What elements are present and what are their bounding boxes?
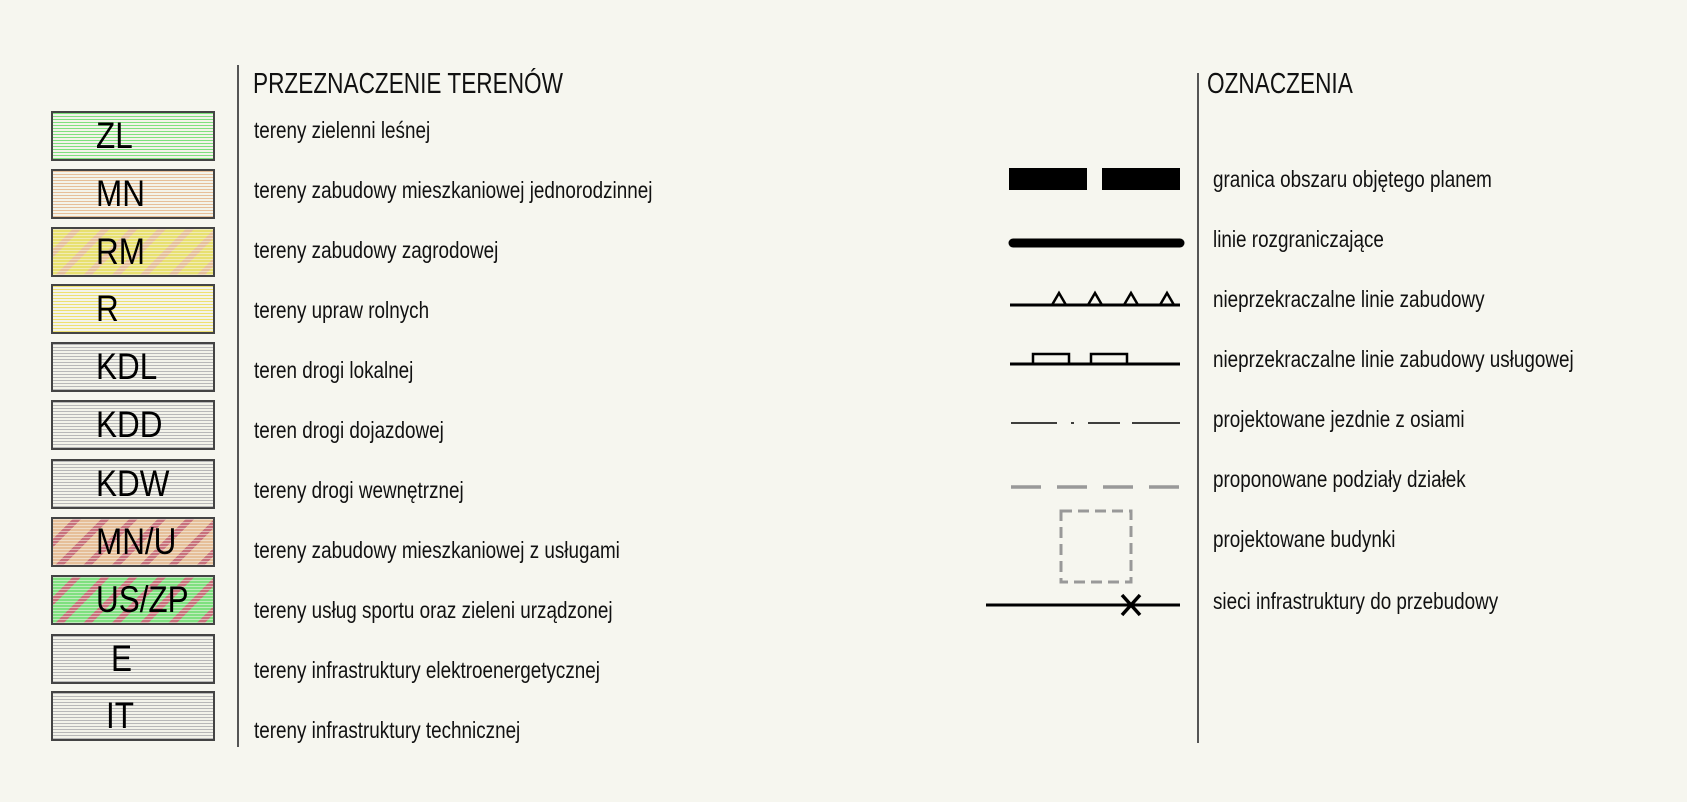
legend-code: IT: [106, 695, 134, 736]
legend-code: RM: [96, 231, 145, 272]
marking-label: linie rozgraniczające: [1213, 226, 1384, 252]
legend-description: tereny zabudowy mieszkaniowej z usługami: [254, 537, 620, 563]
legend-description: tereny upraw rolnych: [254, 297, 430, 323]
legend-swatch: [51, 400, 215, 450]
legend-swatch: [51, 111, 215, 161]
legend-swatch: [51, 169, 215, 219]
legend-description: tereny zabudowy mieszkaniowej jednorodzinnej: [254, 177, 653, 203]
legend-code: KDL: [96, 346, 158, 387]
legend-code: KDD: [96, 404, 163, 445]
legend-swatch: [51, 284, 215, 334]
legend-swatch: [51, 575, 215, 625]
legend-code: MN: [96, 173, 145, 214]
dividing-line-symbol-icon: [1005, 235, 1190, 251]
legend-swatch: [51, 517, 215, 567]
marking-label: granica obszaru objętego planem: [1213, 166, 1492, 192]
marking-label: nieprzekraczalne linie zabudowy usługowej: [1213, 346, 1574, 372]
legend-description: tereny zabudowy zagrodowej: [254, 237, 499, 263]
plot-division-symbol-icon: [1005, 480, 1190, 494]
legend-code: E: [111, 638, 132, 679]
legend-swatch: [51, 691, 215, 741]
legend-code: MN/U: [96, 521, 177, 562]
legend-description: teren drogi lokalnej: [254, 357, 414, 383]
marking-label: proponowane podziały działek: [1213, 466, 1466, 492]
legend-swatch: [51, 459, 215, 509]
left-divider: [237, 65, 239, 747]
right-divider: [1197, 73, 1199, 743]
legend-swatch: [51, 342, 215, 392]
roadway-axis-symbol-icon: [1005, 416, 1190, 430]
land-use-heading: PRZEZNACZENIE TERENÓW: [253, 68, 564, 100]
marking-label: nieprzekraczalne linie zabudowy: [1213, 286, 1485, 312]
legend-code: KDW: [96, 463, 170, 504]
marking-label: projektowane budynki: [1213, 526, 1396, 552]
legend-swatch: [51, 227, 215, 277]
legend-description: tereny infrastruktury elektroenergetycznej: [254, 657, 600, 683]
marking-label: sieci infrastruktury do przebudowy: [1213, 588, 1499, 614]
legend-description: tereny zielenni leśnej: [254, 117, 431, 143]
legend-description: teren drogi dojazdowej: [254, 417, 444, 443]
infrastructure-rebuild-symbol-icon: [983, 593, 1183, 617]
planned-building-symbol-icon: [1055, 508, 1135, 586]
legend-code: US/ZP: [96, 579, 189, 620]
boundary-symbol-icon: [1005, 166, 1190, 194]
marking-label: projektowane jezdnie z osiami: [1213, 406, 1465, 432]
markings-heading: OZNACZENIA: [1207, 68, 1353, 100]
legend-description: tereny drogi wewnętrznej: [254, 477, 464, 503]
legend-description: tereny infrastruktury technicznej: [254, 717, 521, 743]
building-line-symbol-icon: [1005, 288, 1190, 310]
service-building-line-symbol-icon: [1005, 348, 1190, 370]
legend-swatch: [51, 634, 215, 684]
legend-code: ZL: [96, 115, 133, 156]
legend-code: R: [96, 288, 119, 329]
legend-description: tereny usług sportu oraz zieleni urządzonej: [254, 597, 613, 623]
